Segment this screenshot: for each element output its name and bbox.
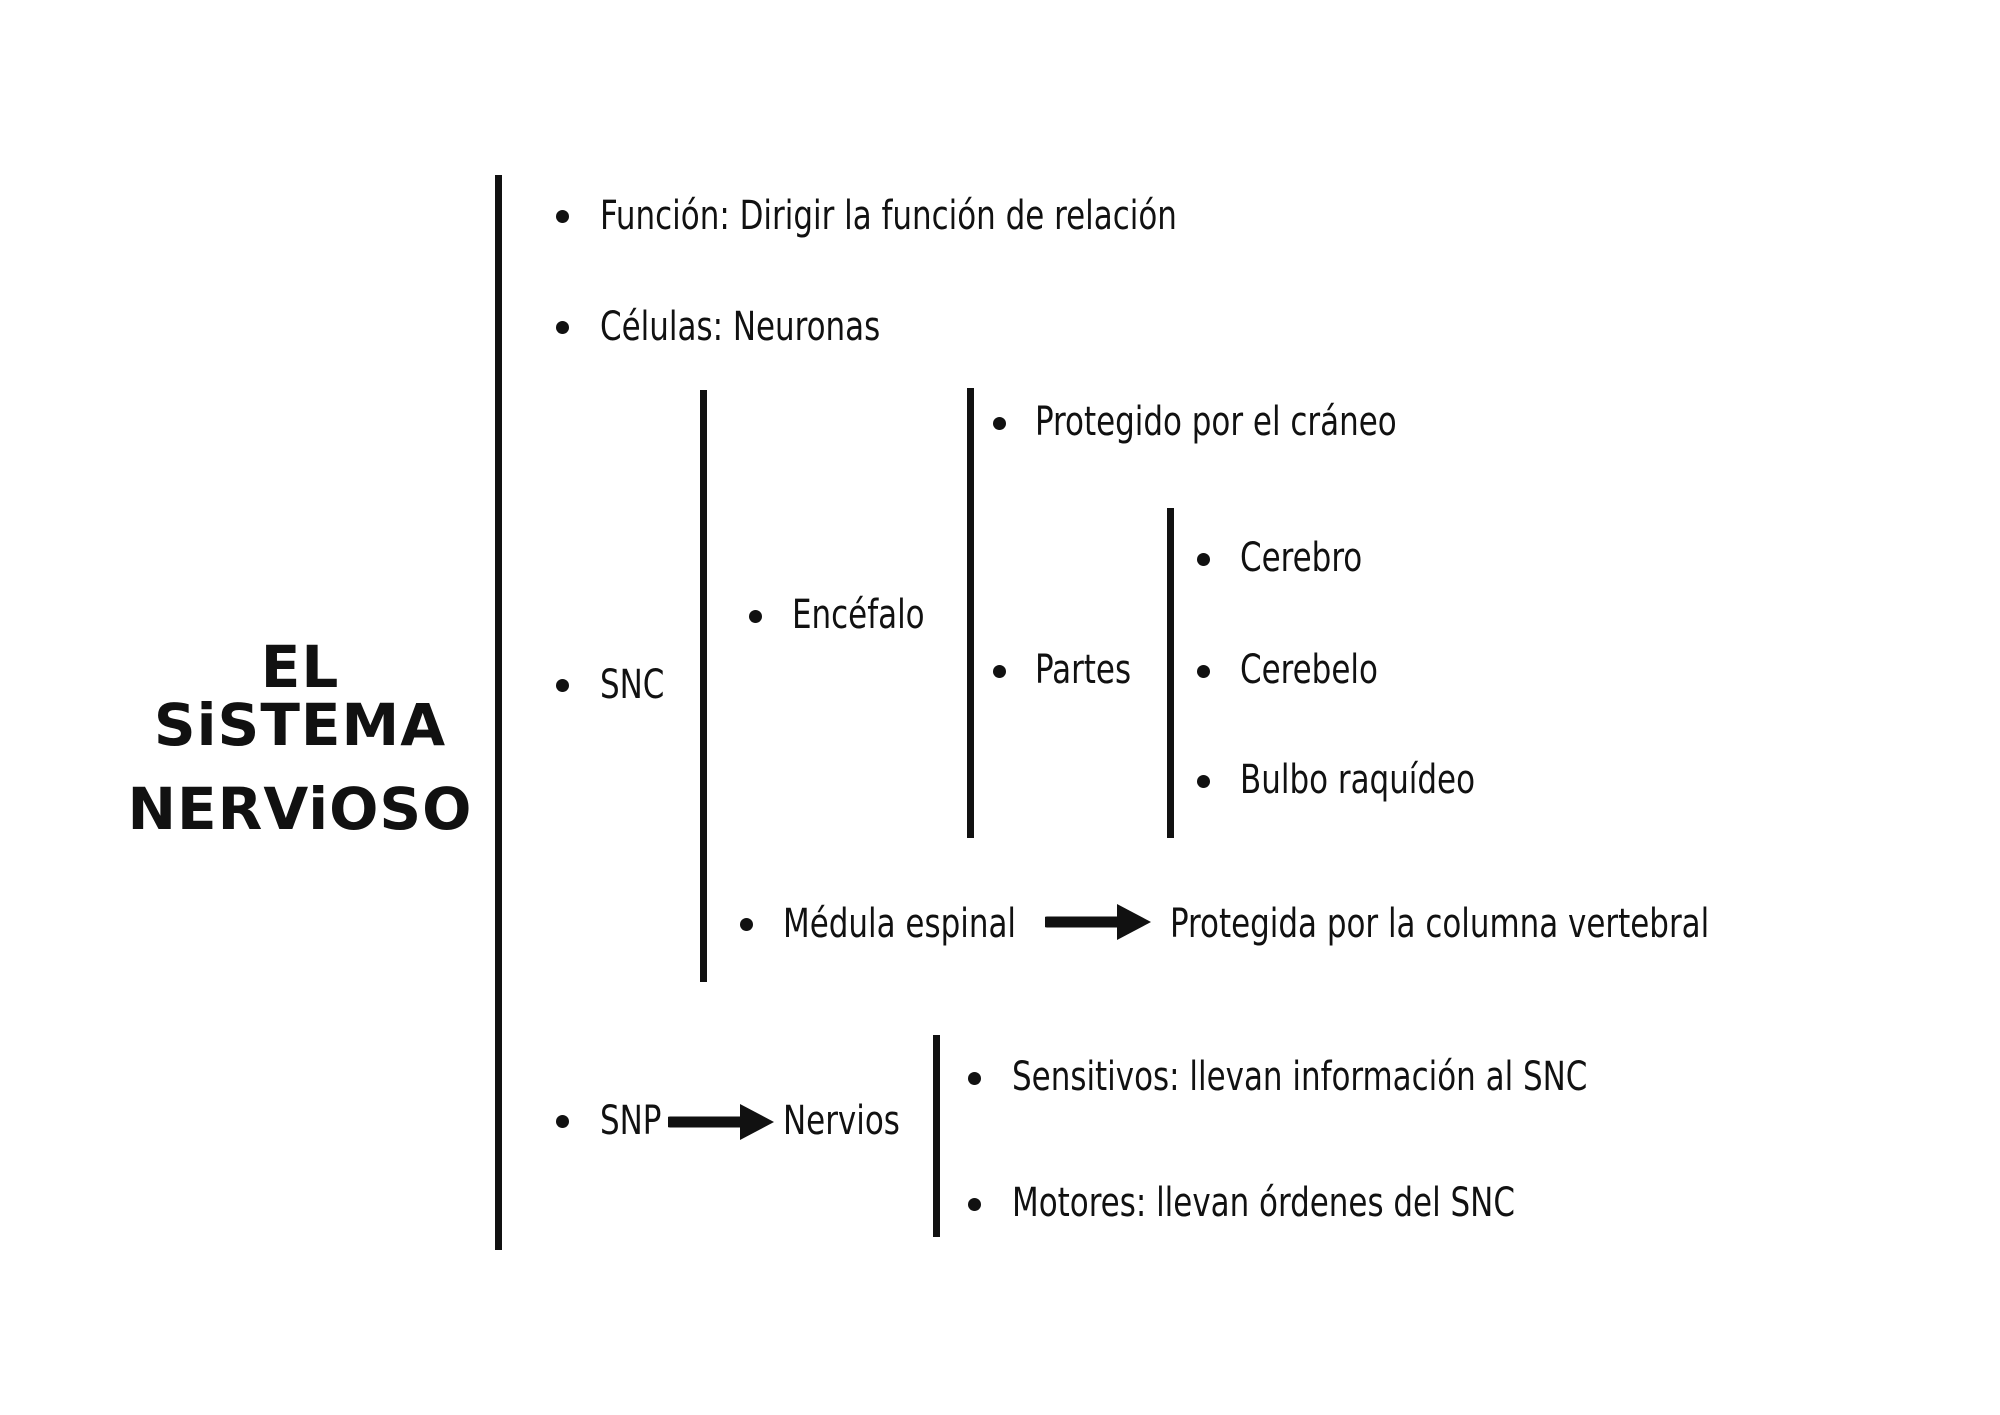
item-sensitivos: Sensitivos: llevan información al SNC bbox=[1012, 1054, 1588, 1100]
item-bulbo: Bulbo raquídeo bbox=[1240, 757, 1476, 803]
item-medula: Médula espinal bbox=[783, 901, 1017, 947]
arrow-right-icon bbox=[1045, 900, 1155, 944]
snc-bracket-line bbox=[700, 390, 707, 982]
encefalo-bracket-line bbox=[967, 388, 974, 838]
nervios-bracket-line bbox=[933, 1035, 940, 1237]
bullet-funcion bbox=[556, 210, 569, 223]
bullet-cerebro bbox=[1197, 553, 1210, 566]
item-protegida-columna: Protegida por la columna vertebral bbox=[1170, 901, 1710, 947]
item-partes: Partes bbox=[1035, 647, 1132, 693]
bullet-celulas bbox=[556, 321, 569, 334]
bullet-protegido-craneo bbox=[993, 417, 1006, 430]
partes-bracket-line bbox=[1167, 508, 1174, 838]
item-funcion: Función: Dirigir la función de relación bbox=[600, 193, 1177, 239]
bullet-snc bbox=[556, 679, 569, 692]
diagram-title bbox=[120, 633, 480, 843]
bullet-motores bbox=[968, 1198, 981, 1211]
item-snc: SNC bbox=[600, 662, 665, 708]
arrow-right-icon bbox=[668, 1100, 778, 1144]
item-celulas: Células: Neuronas bbox=[600, 304, 881, 350]
bullet-sensitivos bbox=[968, 1072, 981, 1085]
bullet-snp bbox=[556, 1115, 569, 1128]
bullet-cerebelo bbox=[1197, 665, 1210, 678]
title-line-1: EL SiSTEMA bbox=[153, 633, 447, 759]
item-nervios: Nervios bbox=[783, 1098, 900, 1144]
item-motores: Motores: llevan órdenes del SNC bbox=[1012, 1180, 1515, 1226]
item-cerebelo: Cerebelo bbox=[1240, 647, 1378, 693]
bullet-partes bbox=[993, 665, 1006, 678]
bullet-medula bbox=[740, 918, 753, 931]
bullet-bulbo bbox=[1197, 775, 1210, 788]
item-encefalo: Encéfalo bbox=[792, 592, 925, 638]
item-snp: SNP bbox=[600, 1098, 662, 1144]
title-line-2: NERViOSO bbox=[127, 775, 473, 843]
main-bracket-line bbox=[495, 175, 502, 1250]
bullet-encefalo bbox=[749, 610, 762, 623]
item-protegido-craneo: Protegido por el cráneo bbox=[1035, 399, 1397, 445]
item-cerebro: Cerebro bbox=[1240, 535, 1363, 581]
